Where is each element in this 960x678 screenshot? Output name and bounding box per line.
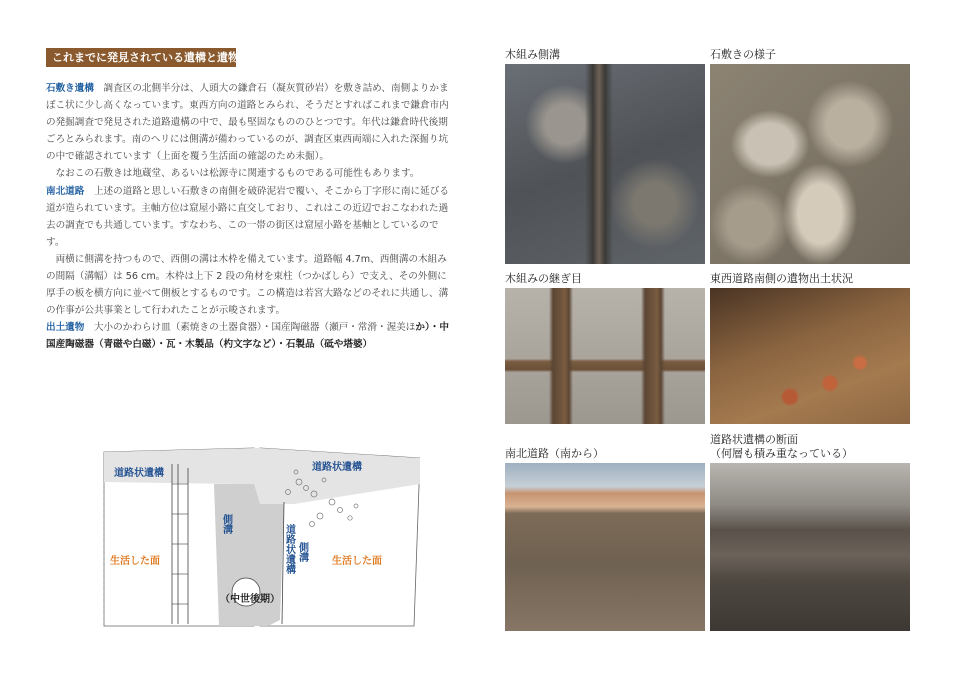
- site-map: [84, 444, 420, 634]
- map-label-life-right: 生活した面: [332, 556, 382, 567]
- photo-title-wood-joint: 木組みの継ぎ目: [505, 272, 582, 285]
- section-heading: これまでに発見されている遺構と遺物: [46, 48, 236, 67]
- paragraph-note: なおこの石敷きは地蔵堂、あるいは松源寺に関連するものである可能性もあります。: [46, 168, 420, 180]
- paragraph-north-south-road: [46, 183, 456, 251]
- keyword-artifacts: 出土遺物: [46, 322, 85, 334]
- photo-title-section-sub: （何層も積み重なっている）: [710, 447, 853, 460]
- photo-stone-paving: [710, 64, 910, 264]
- photo-artifacts: [710, 288, 910, 424]
- photo-ns-road: [505, 463, 705, 631]
- photo-wood-joint: [505, 288, 705, 424]
- photo-title-stone-paving: 石敷きの様子: [710, 48, 776, 61]
- body-text: [46, 80, 456, 354]
- paragraph-text: 調査区の北側半分は、人頭大の鎌倉石（凝灰質砂岩）を敷き詰め、南側よりかまぼこ状に少し高くなっています。東西方向の道路とみられ、そうだとすればこれまで鎌倉市内の発掘調査で発見された道路遺構の中で、最も堅固なもののひとつです。年代は鎌倉時代後期ごろとみられます。南のヘリには側溝が備わっているのが、調査区東西両端に入れた深掘り坑の中で確認されています（上面を覆う生活面の確認のため未掘）。: [46, 83, 449, 163]
- paragraph-stone-paving: [46, 80, 456, 165]
- paragraph-text: 上述の道路と思しい石敷きの南側を破砕泥岩で覆い、そこから丁字形に南に延びる道が造られています。主軸方位は窟屋小路に直交しており、これはこの近辺でおこなわれた過去の調査でも共通しています。すなわち、この一帯の街区は窟屋小路を基軸としているのです。: [46, 185, 449, 248]
- paragraph-gutter: 両横に側溝を持つもので、西側の溝は木枠を備えています。道路幅 4.7m、西側溝の木組みの間隔（溝幅）は 56 cm。木枠は上下 2 段の角材を束柱（つかばしら）で支え、その外側に厚手の板を横方向に並べて側板とするものです。この構造は若宮大路などのそれに共通し、溝の作事が公共事業として行われたことが示唆されます。: [46, 253, 449, 317]
- map-label-gutter-right: 側溝: [296, 542, 308, 562]
- photo-title-section: 道路状遺構の断面: [710, 433, 798, 446]
- map-label-period: （中世後期）: [220, 594, 280, 605]
- photo-wooden-gutter: [505, 64, 705, 264]
- photo-title-artifacts: 東西道路南側の遺物出土状況: [710, 272, 853, 285]
- paragraph-artifacts: [46, 319, 456, 353]
- map-label-road-right: 道路状遺構: [312, 462, 362, 473]
- photo-section: [710, 463, 910, 631]
- map-label-gutter-left: 側溝: [220, 514, 232, 534]
- keyword-north-south-road: 南北道路: [46, 185, 85, 197]
- paragraph-text: 大小のかわらけ皿（素焼きの土器食器）・国産陶磁器（瀬戸・常滑・渥美ほ: [84, 322, 416, 334]
- map-label-road-center: 道路状遺構: [283, 524, 295, 574]
- photo-title-ns-road: 南北道路（南から）: [505, 447, 604, 460]
- keyword-stone-paving: 石敷き遺構: [46, 83, 94, 94]
- photo-title-wooden-gutter: 木組み側溝: [505, 48, 560, 61]
- map-label-life-left: 生活した面: [110, 556, 160, 567]
- map-label-road-left: 道路状遺構: [114, 468, 164, 479]
- paragraph-text-bold: か）・中国産陶磁器（青磁や白磁）・瓦・木製品（杓文字など）・石製品（砥や塔婆）: [46, 322, 449, 351]
